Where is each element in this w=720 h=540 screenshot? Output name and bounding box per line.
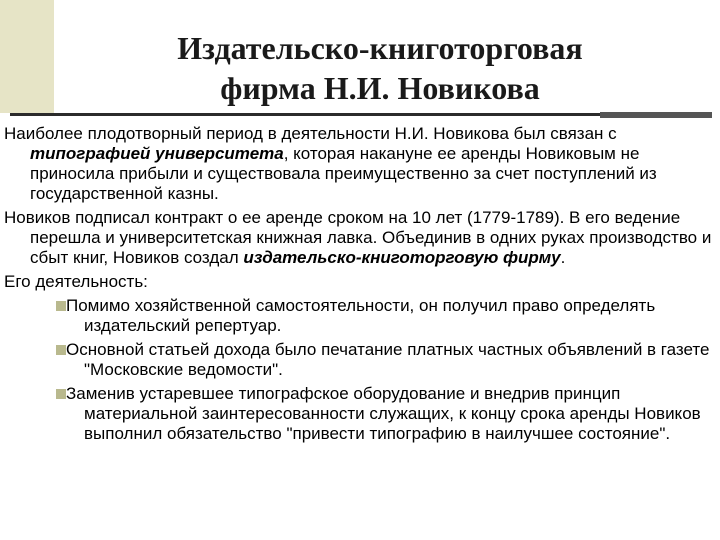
paragraph-lease-contract	[0, 208, 714, 268]
slide-body	[0, 124, 714, 448]
bullet-text: Заменив устаревшее типографское оборудование и внедрив принцип материальной заинтересованности служащих, к концу срока аренды Новиков выполнил обязательство "привести типографию в наилучшее состояние".	[66, 384, 701, 443]
square-bullet-icon	[56, 389, 66, 399]
bullet-text: Помимо хозяйственной самостоятельности, он получил право определять издательский репертуар.	[66, 296, 656, 335]
paragraph-printing-house	[0, 124, 714, 204]
square-bullet-icon	[56, 345, 66, 355]
paragraph-2-emphasis: издательско-книготорговую фирму	[243, 248, 561, 267]
bullet-item	[0, 384, 714, 444]
paragraph-2-text-b: .	[560, 248, 566, 267]
activity-label: Его деятельность:	[4, 272, 148, 291]
paragraph-1-text-a: Наиболее плодотворный период в деятельности Н.И. Новикова был связан с	[4, 124, 617, 143]
slide-title	[60, 28, 700, 108]
paragraph-1-text-b: , которая накануне ее аренды Новиковым не приносила прибыли и существовала преимущественно за счет поступлений из государственной казны.	[30, 144, 657, 203]
bullet-text: Основной статьей дохода было печатание платных частных объявлений в газете "Московские ведомости".	[66, 340, 710, 379]
slide-title-line-2: фирма Н.И. Новикова	[220, 70, 540, 106]
title-accent-band	[0, 0, 54, 113]
title-divider-accent	[600, 112, 712, 118]
paragraph-2-text-a: Новиков подписал контракт о ее аренде сроком на 10 лет (1779-1789). В его ведение перешла и университетская книжная лавка. Объединив в одних руках производство и сбыт книг, Новиков создал	[4, 208, 712, 267]
slide-title-line-1: Издательско-книготорговая	[177, 30, 583, 66]
paragraph-1-emphasis: типографией университета	[30, 144, 284, 163]
square-bullet-icon	[56, 301, 66, 311]
bullet-item	[0, 296, 714, 336]
bullet-item	[0, 340, 714, 380]
